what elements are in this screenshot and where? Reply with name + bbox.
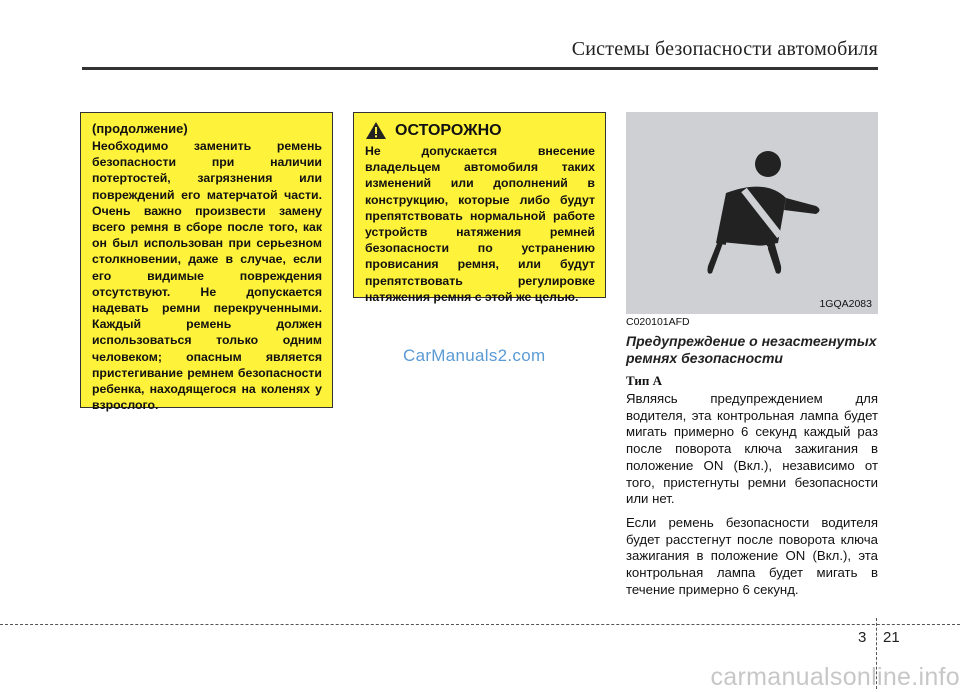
reference-code: C020101AFD xyxy=(626,316,690,328)
header-rule xyxy=(82,67,878,70)
seatbelt-warning-section xyxy=(626,316,878,605)
header-title: Системы безопасности автомобиля xyxy=(571,38,878,60)
footer-divider xyxy=(0,624,960,625)
section-title: Предупреждение о незастегнутых ремнях безопасности xyxy=(626,333,877,366)
figure-code: 1GQA2083 xyxy=(819,298,872,310)
watermark-logo: CarManuals2.com xyxy=(403,346,546,365)
seatbelt-figure xyxy=(626,112,878,314)
section-number: 3 xyxy=(858,629,867,646)
warning-triangle-icon xyxy=(365,121,387,140)
continuation-box xyxy=(80,112,333,413)
type-label: Тип А xyxy=(626,373,662,388)
warning-header xyxy=(365,121,595,140)
footer-watermark: carmanualsonline.info xyxy=(710,663,960,691)
continuation-text: Необходимо заменить ремень безопасности при наличии потертостей, загрязнения или повреждений его матерчатой части. Очень важно произвести замену всего ремня в сборе после того, как он был использован при серьезном столкновении, даже в случае, если его видимые повреждения отсутствуют. Не допускается надевать ремни перекрученными. Каждый ремень должен использоваться только одним человеком; опасным является пристегивание ремнем безопасности ребенка, находящегося на коленях у взрослого. xyxy=(92,139,322,413)
continuation-heading: (продолжение) xyxy=(92,121,188,136)
warning-box xyxy=(353,112,606,304)
paragraph: Являясь предупреждением для водителя, эта контрольная лампа будет мигать примерно 6 секунд каждый раз после поворота ключа зажигания в положение ON (Вкл.), независимо от того, пристегнуты ремни безопасности или нет. xyxy=(626,391,878,507)
page-number: 21 xyxy=(883,629,900,646)
seatbelt-warning-icon xyxy=(666,148,836,278)
warning-title: ОСТОРОЖНО xyxy=(395,121,502,139)
paragraph: Если ремень безопасности водителя будет расстегнут после поворота ключа зажигания в положение ON (Вкл.), эта контрольная лампа будет мигать в течение примерно 6 секунд. xyxy=(626,514,878,597)
warning-text: Не допускается внесение владельцем автомобиля таких изменений или дополнений в конструкцию, которые либо будут препятствовать нормальной работе устройств натяжения ремней безопасности по устранению провисания ремня, или будут препятствовать регулировке натяжения ремня с этой же целью. xyxy=(365,144,595,304)
